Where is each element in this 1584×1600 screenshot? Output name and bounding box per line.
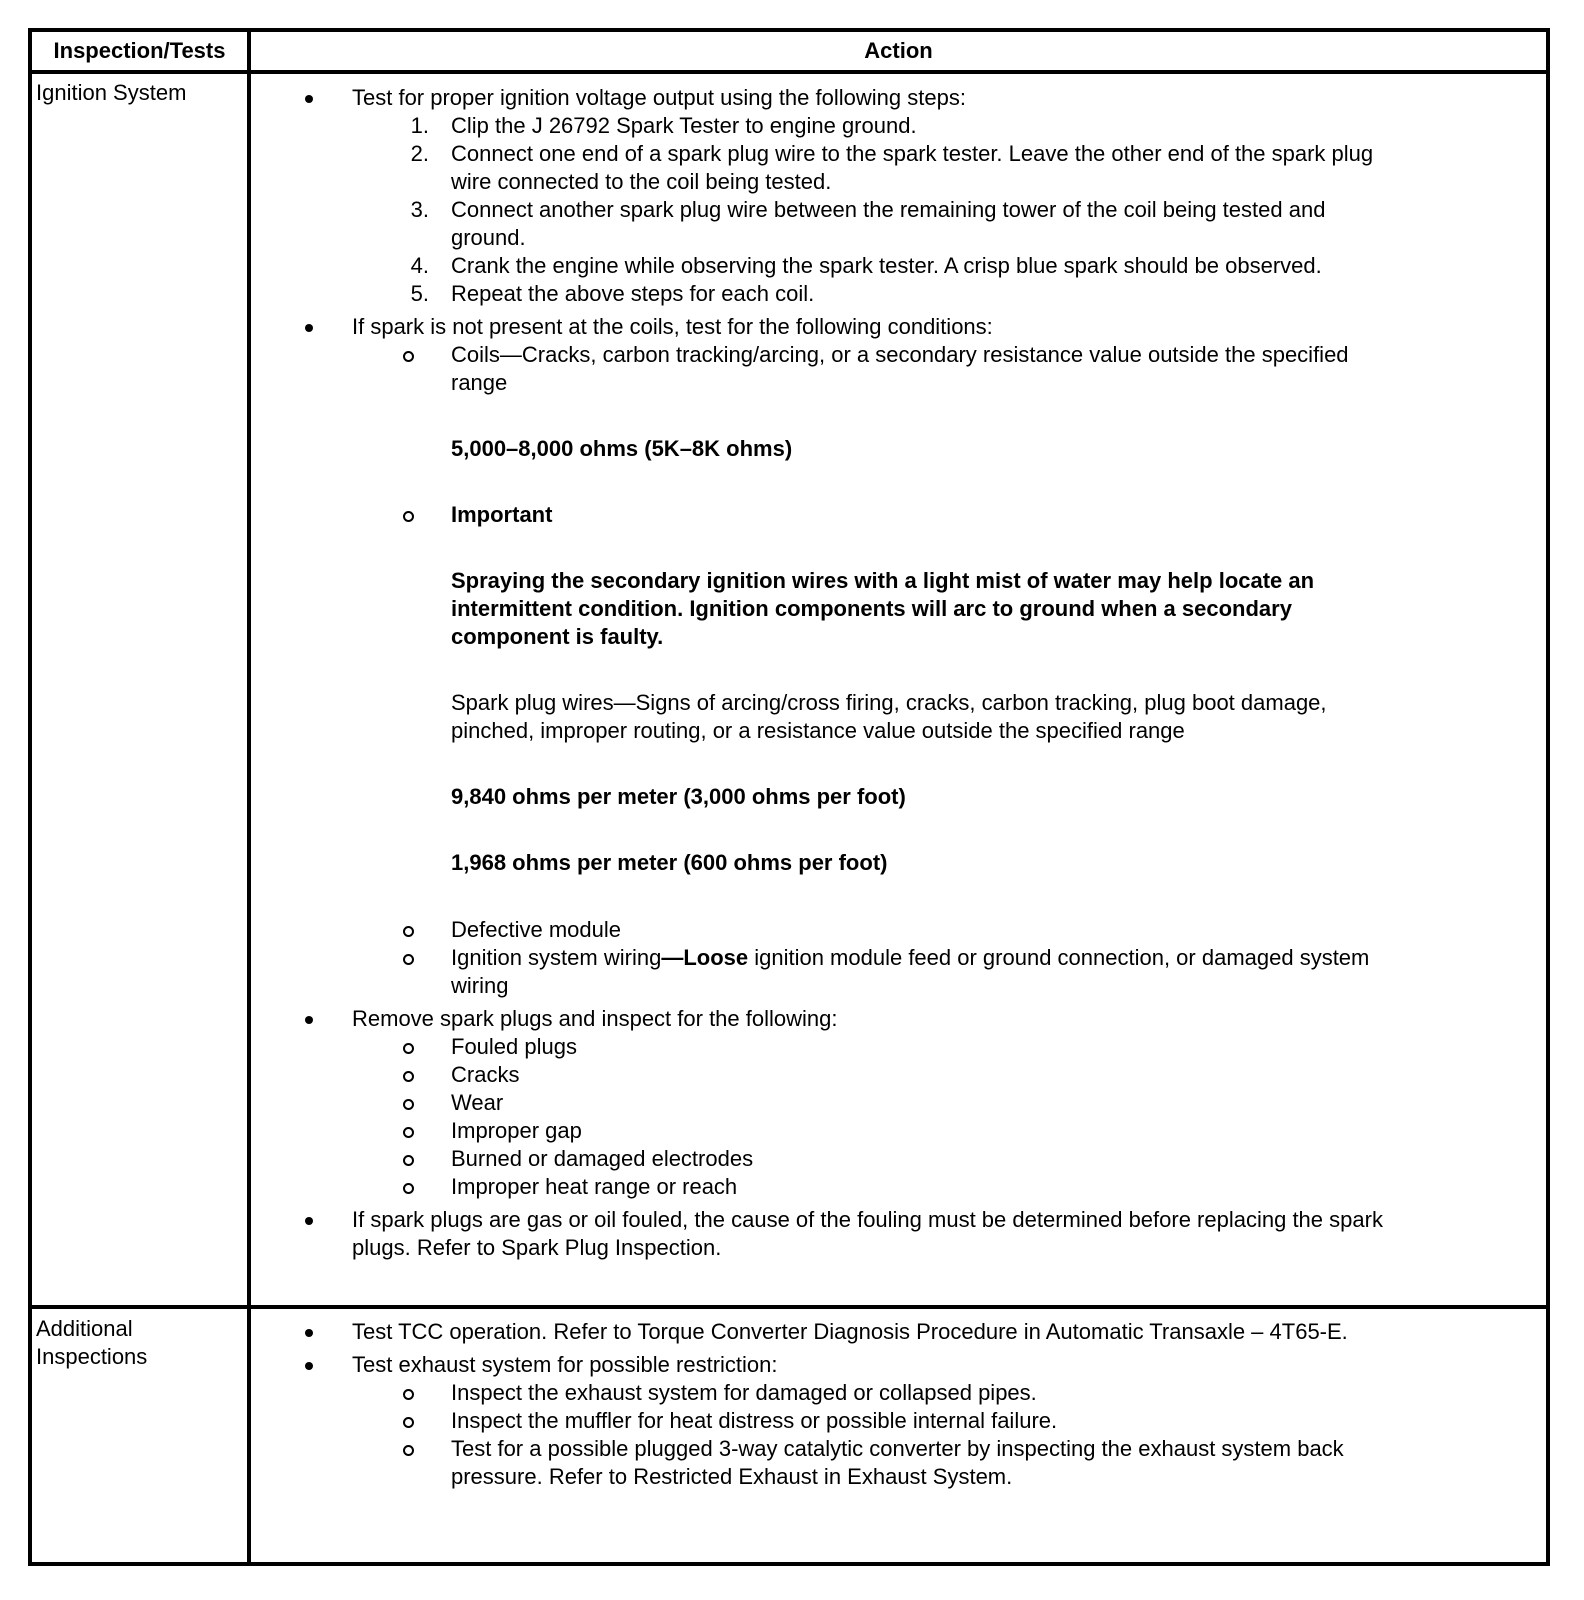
sub-item xyxy=(251,1407,1546,1435)
circle-bullet-icon xyxy=(403,926,414,937)
sub-item xyxy=(251,1379,1546,1407)
spec-value xyxy=(251,435,1546,463)
step-text: Connect another spark plug wire between the remaining tower of the coil being tested and xyxy=(451,197,1326,222)
header-inspection-tests: Inspection/Tests xyxy=(53,38,226,63)
step-continuation xyxy=(251,168,1546,196)
inspection-table xyxy=(28,28,1550,1566)
step-text: Connect one end of a spark plug wire to the spark tester. Leave the other end of the spark plug xyxy=(451,141,1374,166)
label-line: Additional xyxy=(36,1316,133,1341)
bullet-text: Test exhaust system for possible restriction: xyxy=(352,1352,778,1377)
coil-resistance-spec: 5,000–8,000 ohms (5K–8K ohms) xyxy=(451,436,793,461)
sub-item xyxy=(251,341,1546,369)
step-text: ground. xyxy=(451,225,526,250)
sub-item-continuation xyxy=(251,1463,1546,1491)
list-item xyxy=(251,1351,1546,1379)
sub-item-text: range xyxy=(451,370,508,395)
sub-item xyxy=(251,1061,1546,1089)
list-item xyxy=(251,84,1546,112)
sub-item-text: Fouled plugs xyxy=(451,1034,577,1059)
circle-bullet-icon xyxy=(403,1389,414,1400)
spec-value xyxy=(251,783,1546,811)
step-text: wire connected to the coil being tested. xyxy=(451,169,832,194)
step-text: Crank the engine while observing the spark tester. A crisp blue spark should be observed. xyxy=(451,253,1322,278)
sub-item xyxy=(251,1145,1546,1173)
list-item xyxy=(251,1005,1546,1033)
wire-resistance-spec: 9,840 ohms per meter (3,000 ohms per foot) xyxy=(451,784,906,809)
step-continuation xyxy=(251,224,1546,252)
step-number: 5. xyxy=(410,281,429,306)
sub-item xyxy=(251,1117,1546,1145)
circle-bullet-icon xyxy=(403,1099,414,1110)
header-action: Action xyxy=(864,38,933,63)
bullet-text: If spark is not present at the coils, test for the following conditions: xyxy=(352,314,993,339)
list-item xyxy=(251,313,1546,341)
wire-resistance-spec: 1,968 ohms per meter (600 ohms per foot) xyxy=(451,850,888,875)
circle-bullet-icon xyxy=(403,1183,414,1194)
sub-item-text: wiring xyxy=(451,973,509,998)
bullet-text: If spark plugs are gas or oil fouled, the cause of the fouling must be determined before replacing the spark xyxy=(352,1207,1383,1232)
important-text: intermittent condition. Ignition components will arc to ground when a secondary xyxy=(451,596,1292,621)
row-label-ignition-system: Ignition System xyxy=(36,80,187,105)
bullet-text: plugs. Refer to Spark Plug Inspection. xyxy=(352,1235,722,1260)
important-note xyxy=(251,567,1546,595)
step-item xyxy=(251,112,1546,140)
step-item xyxy=(251,140,1546,168)
sub-item xyxy=(251,1173,1546,1201)
step-item xyxy=(251,196,1546,224)
header-divider xyxy=(32,70,1546,74)
spec-value xyxy=(251,849,1546,877)
step-number: 4. xyxy=(410,253,429,278)
sub-item-text-block xyxy=(251,717,1546,745)
sub-item xyxy=(251,916,1546,944)
bullet-text: Test for proper ignition voltage output using the following steps: xyxy=(352,85,966,110)
sub-item xyxy=(251,501,1546,529)
circle-bullet-icon xyxy=(403,351,414,362)
step-item xyxy=(251,280,1546,308)
step-text: Clip the J 26792 Spark Tester to engine ground. xyxy=(451,113,917,138)
sub-item-text: Coils—Cracks, carbon tracking/arcing, or a secondary resistance value outside the specified xyxy=(451,342,1349,367)
bullet-text: Remove spark plugs and inspect for the following: xyxy=(352,1006,838,1031)
sub-item-text: pressure. Refer to Restricted Exhaust in Exhaust System. xyxy=(451,1464,1013,1489)
row-label-additional-inspections xyxy=(36,1315,242,1371)
additional-actions xyxy=(251,1318,1546,1491)
sub-item-text: Defective module xyxy=(451,917,621,942)
important-label: Important xyxy=(451,502,553,527)
step-text: Repeat the above steps for each coil. xyxy=(451,281,815,306)
bullet-text: Test TCC operation. Refer to Torque Converter Diagnosis Procedure in Automatic Transaxle – 4T65-E. xyxy=(352,1319,1348,1344)
circle-bullet-icon xyxy=(403,1445,414,1456)
step-number: 1. xyxy=(410,113,429,138)
ignition-actions xyxy=(251,84,1546,1262)
sub-item-continuation xyxy=(251,972,1546,1000)
step-number: 2. xyxy=(410,141,429,166)
circle-bullet-icon xyxy=(403,1127,414,1138)
circle-bullet-icon xyxy=(403,1155,414,1166)
important-text: Spraying the secondary ignition wires with a light mist of water may help locate an xyxy=(451,568,1315,593)
sub-item-text: Cracks xyxy=(451,1062,520,1087)
label-line: Inspections xyxy=(36,1344,148,1369)
list-item xyxy=(251,1206,1546,1234)
sub-item xyxy=(251,1033,1546,1061)
circle-bullet-icon xyxy=(403,1043,414,1054)
list-item xyxy=(251,1318,1546,1346)
sub-item-text: Improper heat range or reach xyxy=(451,1174,738,1199)
sub-item-text: Burned or damaged electrodes xyxy=(451,1146,754,1171)
step-item xyxy=(251,252,1546,280)
sub-item xyxy=(251,1089,1546,1117)
circle-bullet-icon xyxy=(403,1417,414,1428)
important-text: component is faulty. xyxy=(451,624,664,649)
sub-item-text: Inspect the exhaust system for damaged or collapsed pipes. xyxy=(451,1380,1037,1405)
circle-bullet-icon xyxy=(403,1071,414,1082)
sub-item xyxy=(251,944,1546,972)
sub-item-text-block xyxy=(251,689,1546,717)
spark-plug-wires-text: pinched, improper routing, or a resistance value outside the specified range xyxy=(451,718,1185,743)
sub-item-text: Test for a possible plugged 3-way catalytic converter by inspecting the exhaust system back xyxy=(451,1436,1344,1461)
circle-bullet-icon xyxy=(403,954,414,965)
circle-bullet-icon xyxy=(403,511,414,522)
sub-item-text: Improper gap xyxy=(451,1118,582,1143)
plug-inspection-list xyxy=(251,1033,1546,1201)
step-number: 3. xyxy=(410,197,429,222)
sub-item-text: Inspect the muffler for heat distress or possible internal failure. xyxy=(451,1408,1058,1433)
sub-item-text: Ignition system wiring—Loose ignition module feed or ground connection, or damaged system xyxy=(451,945,1370,970)
list-item-continuation xyxy=(251,1234,1546,1262)
important-note xyxy=(251,623,1546,651)
sub-item xyxy=(251,1435,1546,1463)
spark-plug-wires-text: Spark plug wires—Signs of arcing/cross firing, cracks, carbon tracking, plug boot damage, xyxy=(451,690,1327,715)
sub-item-text: Wear xyxy=(451,1090,504,1115)
row-divider xyxy=(32,1305,1546,1309)
important-note xyxy=(251,595,1546,623)
sub-item-continuation xyxy=(251,369,1546,397)
